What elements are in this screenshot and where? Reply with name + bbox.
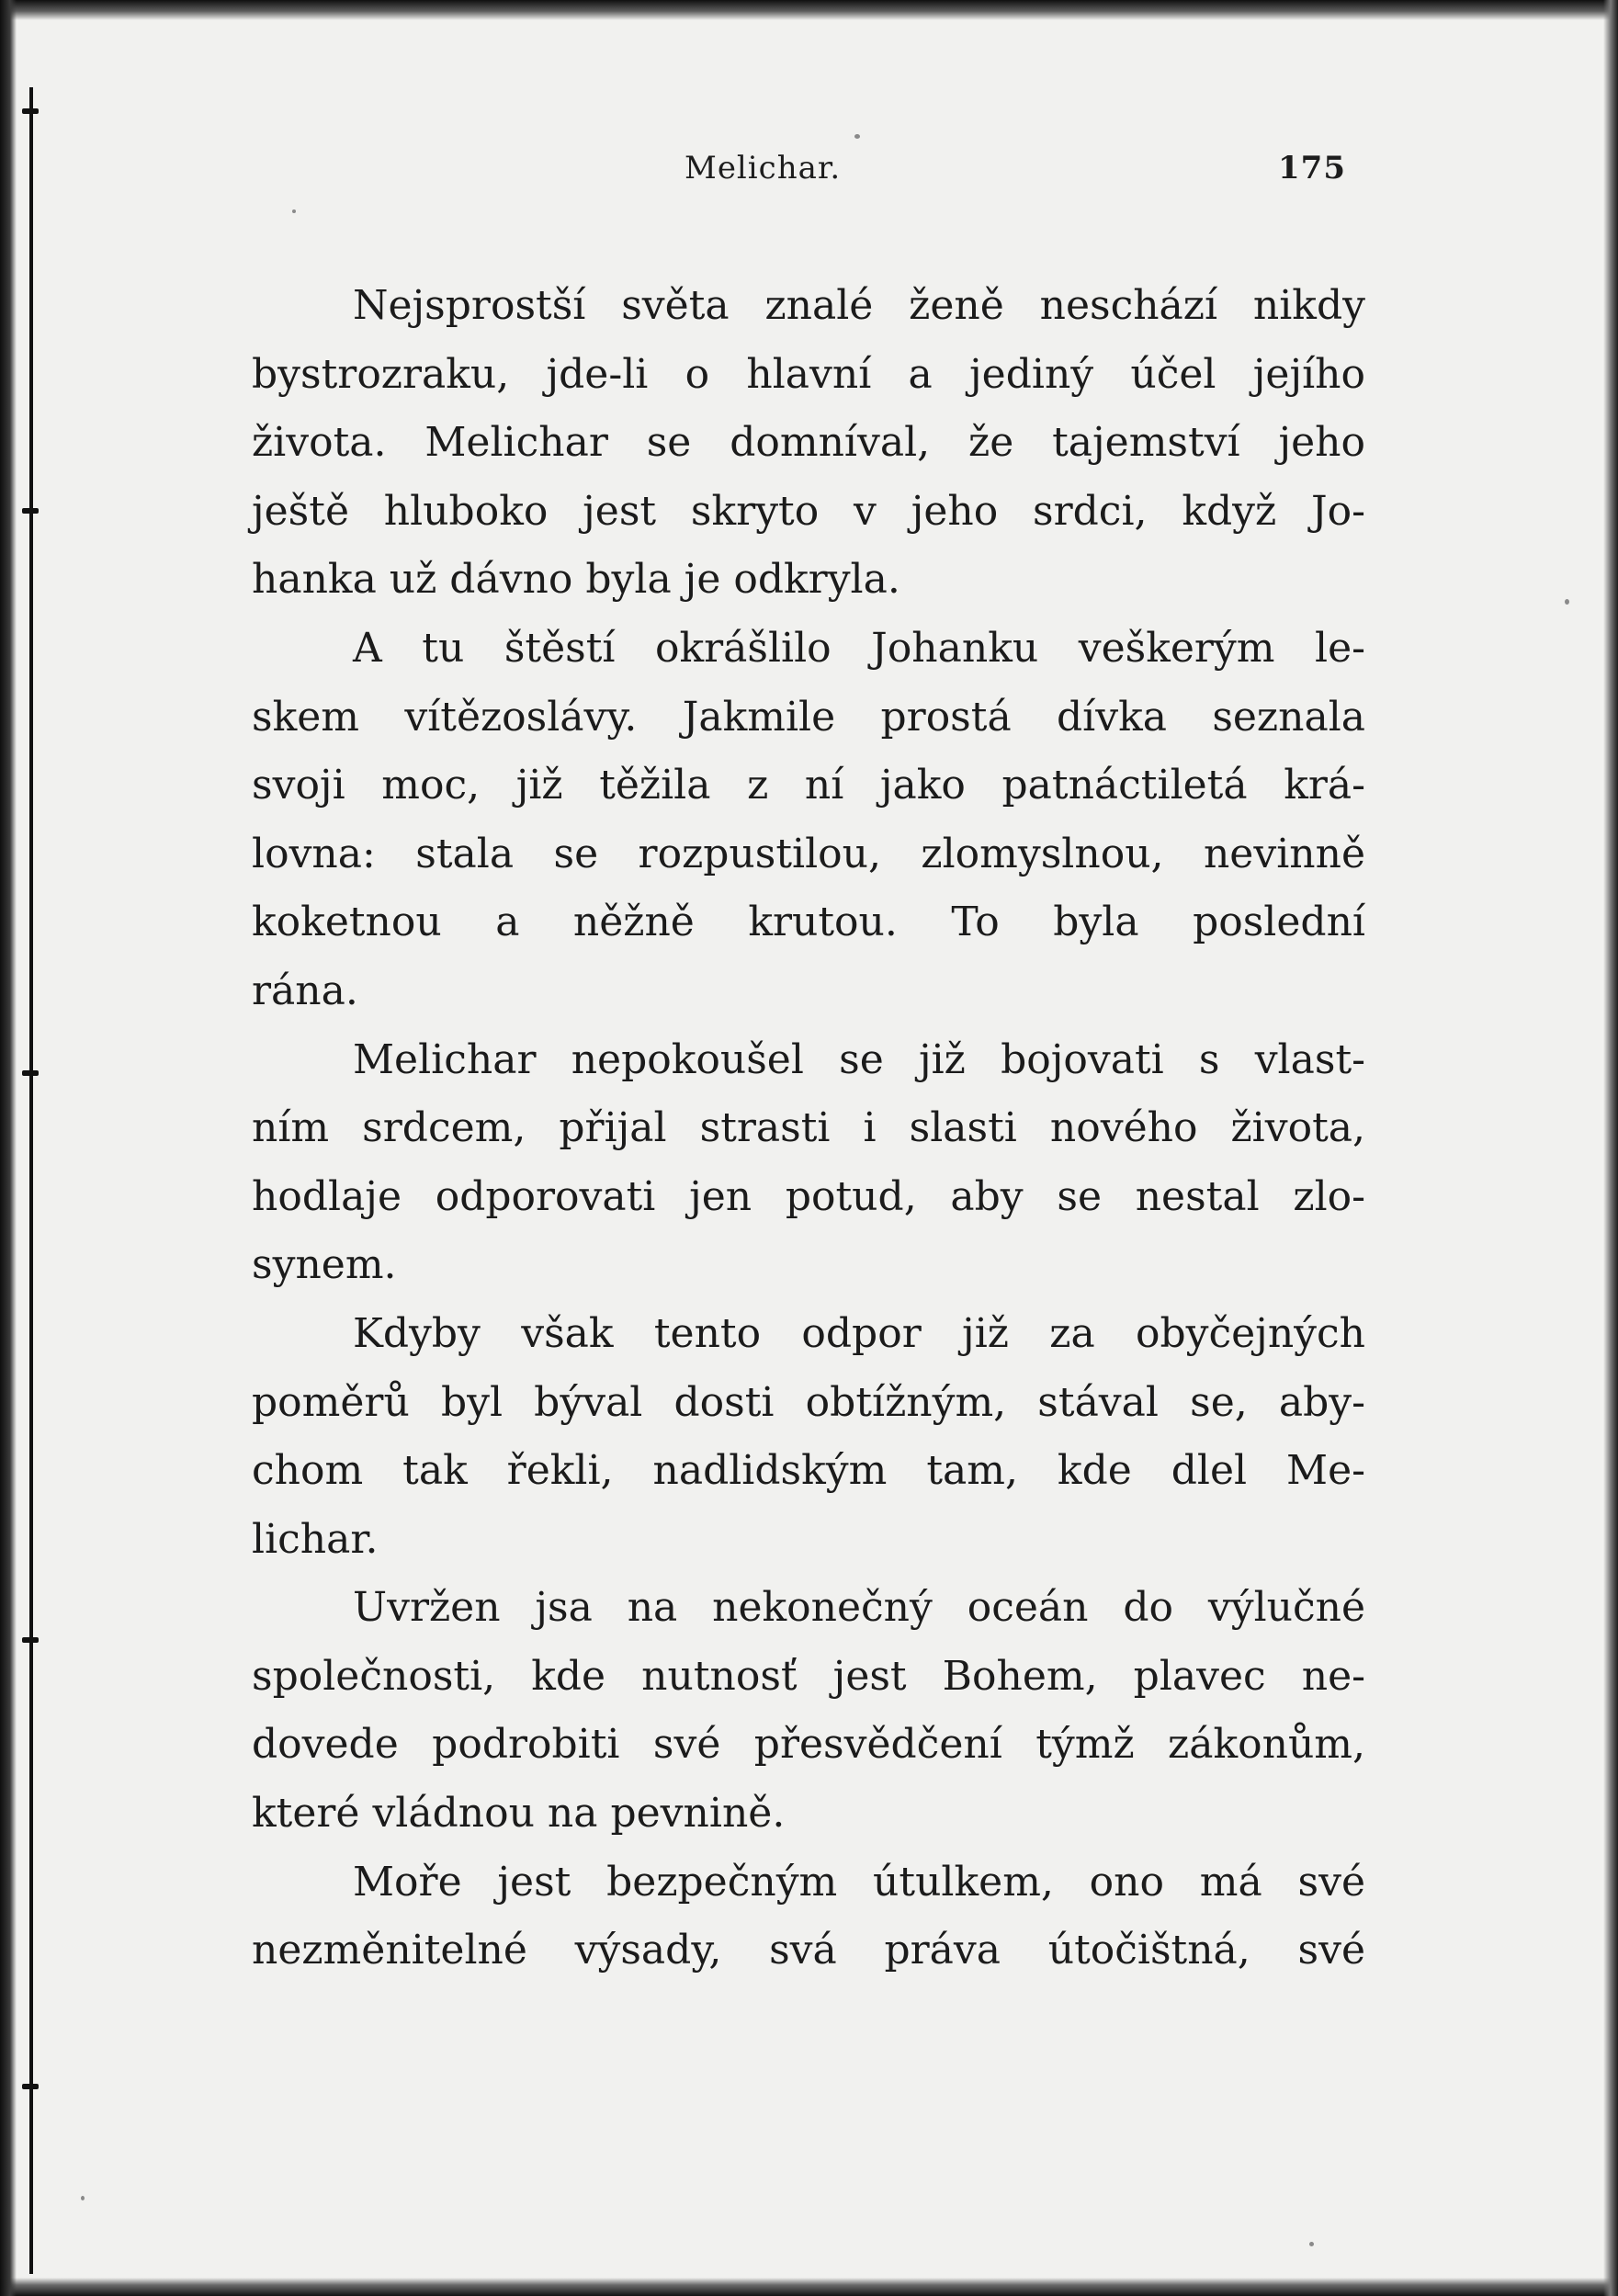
text-line: chom tak řekli, nadlidským tam, kde dlel Me- [252, 1447, 1365, 1495]
text-line: Melichar nepokoušel se již bojovati s vlast- [353, 1035, 1365, 1083]
text-line: ním srdcem, přijal strasti i slasti nového života, [252, 1104, 1365, 1152]
binding-line [29, 87, 33, 2274]
binding-mark [22, 508, 39, 514]
text-line: lovna: stala se rozpustilou, zlomyslnou, nevinně [252, 830, 1365, 877]
text-line: poměrů byl býval dosti obtížným, stával se, aby- [252, 1378, 1365, 1426]
scan-border-right [1603, 0, 1618, 2296]
binding-mark [22, 2084, 39, 2089]
text-line: ještě hluboko jest skryto v jeho srdci, když Jo- [252, 487, 1365, 535]
scan-border-bottom [0, 2278, 1618, 2296]
body-text [252, 272, 1365, 1985]
text-line: koketnou a něžně krutou. To byla poslední [252, 899, 1365, 946]
text-line: svoji moc, již těžila z ní jako patnáctiletá krá- [252, 762, 1365, 809]
running-title: Melichar. [685, 150, 842, 187]
paper-speck [1309, 2242, 1314, 2246]
binding-mark [22, 1637, 39, 1643]
text-line: společnosti, kde nutnosť jest Bohem, plavec ne- [252, 1652, 1365, 1700]
text-line: nezměnitelné výsady, svá práva útočištná, své [252, 1927, 1365, 1974]
paper-speck [854, 134, 860, 139]
text-line: života. Melichar se domníval, že tajemství jeho [252, 419, 1365, 467]
paper-speck [292, 209, 296, 213]
text-line: Nejsprostší světa znalé ženě neschází nikdy [353, 282, 1365, 329]
text-line: Uvržen jsa na nekonečný oceán do výlučné [353, 1584, 1365, 1632]
text-line: lichar. [252, 1515, 379, 1563]
text-line: Kdyby však tento odpor již za obyčejných [353, 1309, 1365, 1357]
paper-speck [1565, 599, 1569, 605]
scan-border-top [0, 0, 1618, 20]
text-line: skem vítězoslávy. Jakmile prostá dívka seznala [252, 693, 1365, 741]
binding-mark [22, 108, 39, 114]
text-line: hodlaje odporovati jen potud, aby se nestal zlo- [252, 1172, 1365, 1220]
text-line: synem. [252, 1241, 397, 1289]
text-line: dovede podrobiti své přesvědčení týmž zákonům, [252, 1721, 1365, 1769]
text-line: A tu štěstí okrášlilo Johanku veškerým le- [353, 624, 1365, 672]
binding-mark [22, 1070, 39, 1076]
scan-border-left [0, 0, 17, 2296]
text-line: Moře jest bezpečným útulkem, ono má své [353, 1858, 1365, 1906]
text-line: které vládnou na pevnině. [252, 1790, 786, 1838]
paper-speck [81, 2196, 85, 2200]
text-line: hanka už dávno byla je odkryla. [252, 556, 900, 604]
page-header [685, 150, 1346, 196]
page-number: 175 [1278, 150, 1346, 187]
text-line: bystrozraku, jde-li o hlavní a jediný účel jejího [252, 350, 1365, 398]
text-line: rána. [252, 967, 358, 1014]
